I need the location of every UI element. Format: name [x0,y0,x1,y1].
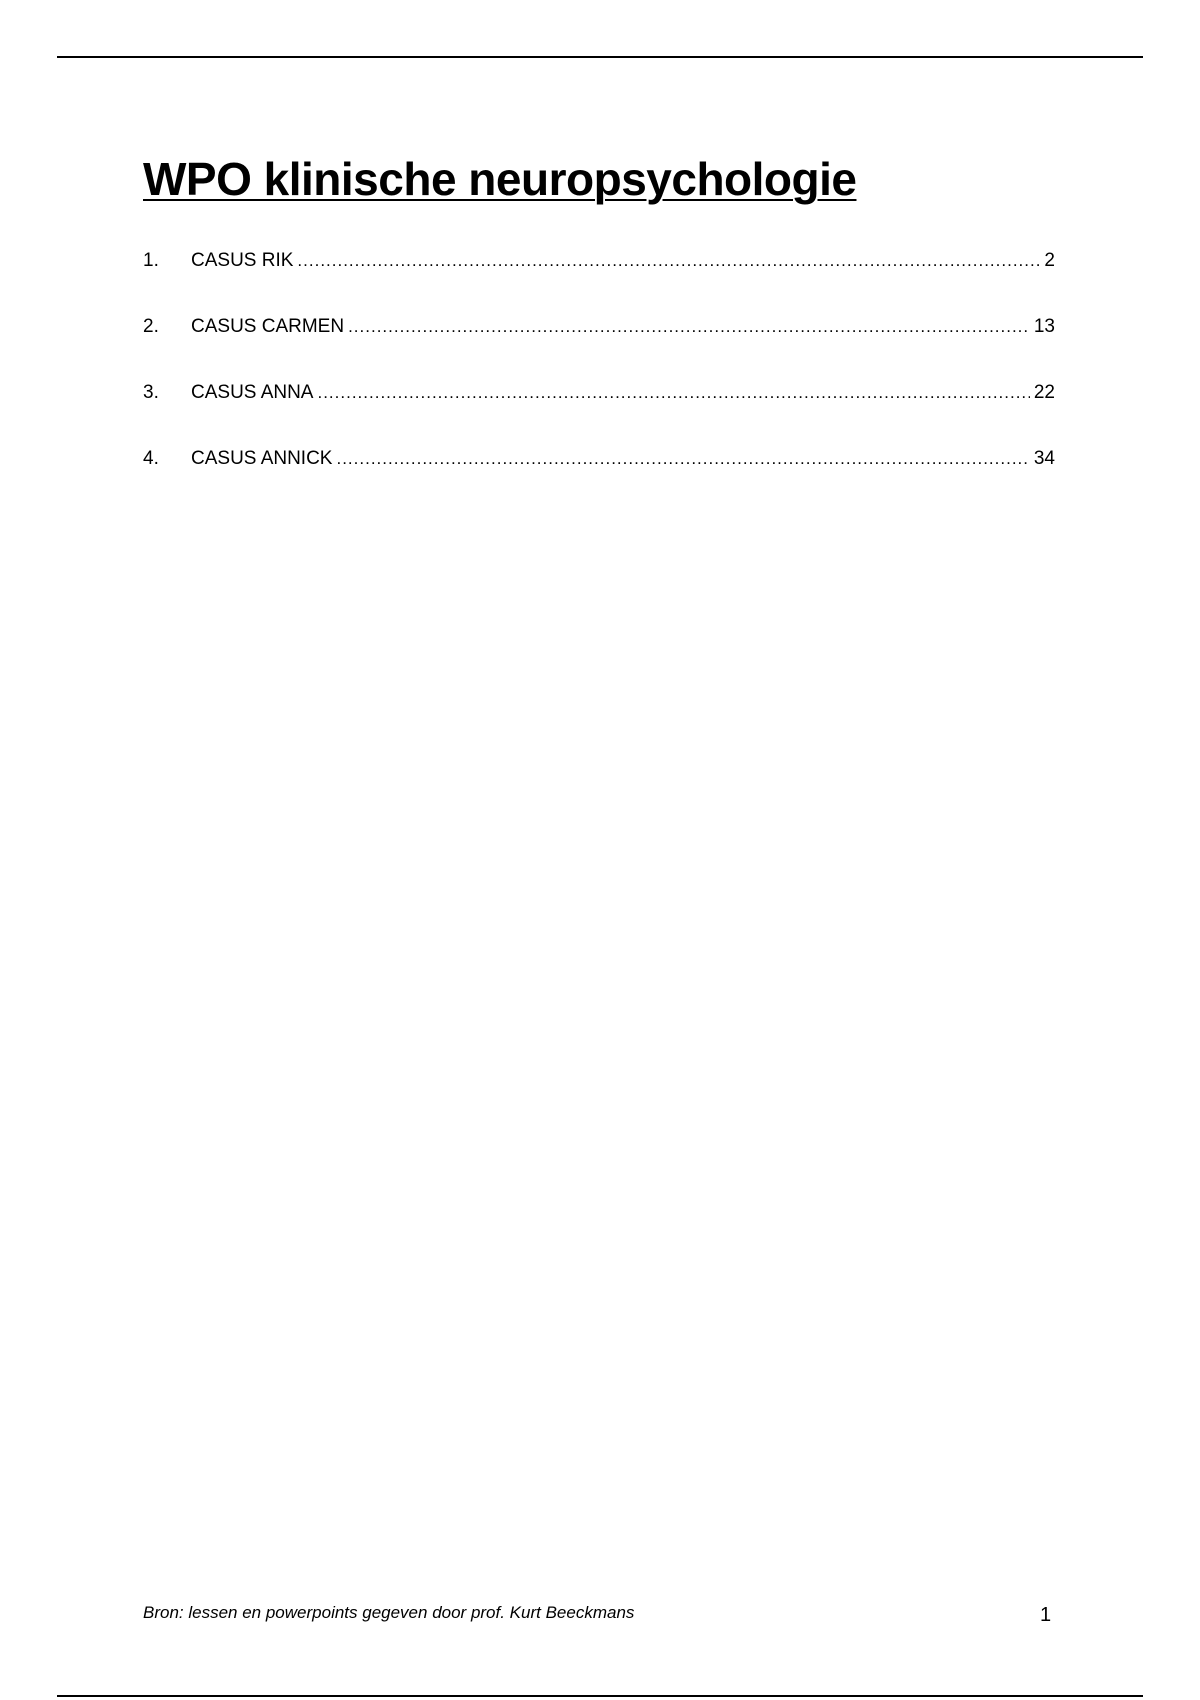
toc-entry[interactable] [143,248,1055,274]
toc-entry[interactable] [143,314,1055,340]
toc-entry-number: 2. [143,316,159,337]
toc-dot-leader [297,248,1040,274]
document-title: WPO klinische neuropsychologie [143,153,857,205]
toc-entry-number: 4. [143,448,159,469]
toc-entry-page: 34 [1033,448,1055,469]
footer-rule [57,1695,1143,1697]
toc-entry[interactable] [143,380,1055,406]
toc-entry-label: CASUS CARMEN [191,316,345,337]
toc-entry-label: CASUS ANNA [191,382,314,403]
toc-entry-number: 3. [143,382,159,403]
toc-dot-leader [348,314,1030,340]
toc-entry-number: 1. [143,250,159,271]
toc-dot-leader [317,380,1029,406]
toc-entry-label: CASUS ANNICK [191,448,333,469]
toc-entry-page: 22 [1033,382,1055,403]
toc-entry-label: CASUS RIK [191,250,294,271]
footer-page-number: 1 [1040,1604,1052,1626]
toc-dot-leader [336,446,1029,472]
toc-entry-page: 13 [1033,316,1055,337]
toc-entry[interactable] [143,446,1055,472]
footer-source: Bron: lessen en powerpoints gegeven door prof. Kurt Beeckmans [143,1603,635,1622]
toc-entry-page: 2 [1044,250,1055,271]
header-rule [57,56,1143,58]
